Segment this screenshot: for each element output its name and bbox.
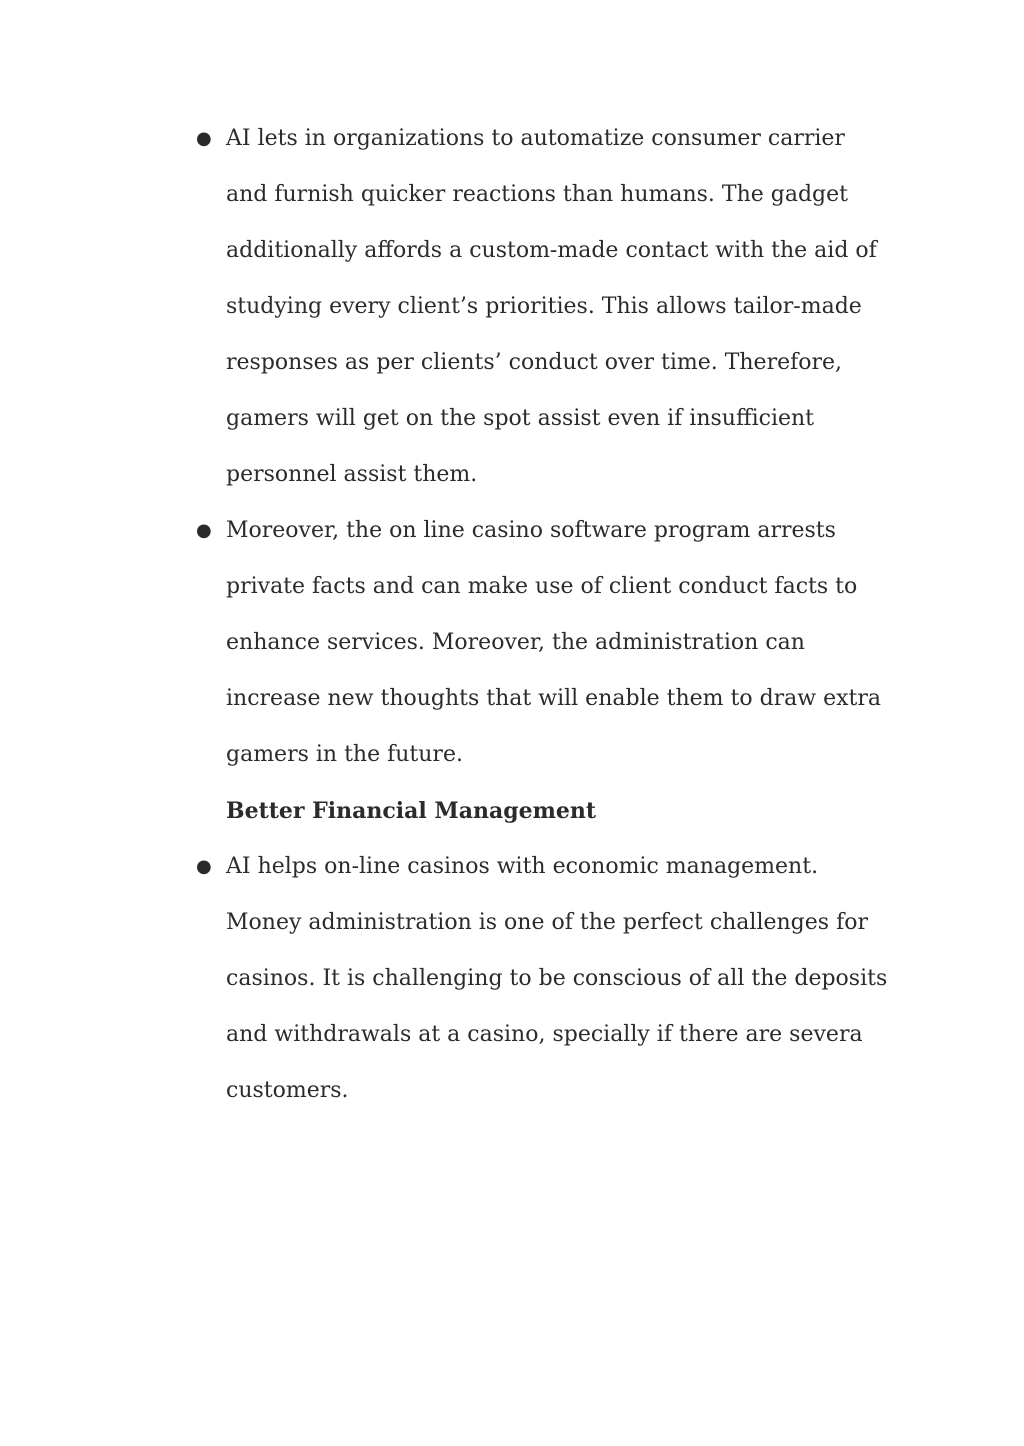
list-item xyxy=(196,111,906,503)
document-body xyxy=(196,111,906,1119)
paragraph-line: gamers will get on the spot assist even if insufficient xyxy=(226,406,815,431)
paragraph-line: customers. xyxy=(226,1078,349,1103)
paragraph-line: and withdrawals at a casino, specially if there are severa xyxy=(226,1022,863,1047)
paragraph-line: and furnish quicker reactions than humans. The gadget xyxy=(226,182,848,207)
paragraph-line: additionally affords a custom-made contact with the aid of xyxy=(226,238,877,263)
paragraph-line: private facts and can make use of client conduct facts to xyxy=(226,574,858,599)
paragraph-line: increase new thoughts that will enable them to draw extra xyxy=(226,686,882,711)
paragraph-line: gamers in the future. xyxy=(226,742,463,767)
list-item xyxy=(196,839,906,1119)
paragraph-line: AI lets in organizations to automatize consumer carrier xyxy=(226,126,845,151)
bullet-icon: ● xyxy=(196,128,212,149)
paragraph-line: studying every client’s priorities. This allows tailor-made xyxy=(226,294,862,319)
paragraph-line: enhance services. Moreover, the administration can xyxy=(226,630,805,655)
paragraph-line: AI helps on-line casinos with economic management. xyxy=(226,854,819,879)
paragraph-line: Money administration is one of the perfect challenges for xyxy=(226,910,868,935)
paragraph-line: responses as per clients’ conduct over time. Therefore, xyxy=(226,350,843,375)
bullet-icon: ● xyxy=(196,520,212,541)
section-heading: Better Financial Management xyxy=(226,798,597,824)
paragraph-line: casinos. It is challenging to be conscious of all the deposits xyxy=(226,966,888,991)
list-item xyxy=(196,503,906,783)
paragraph-line: Moreover, the on line casino software program arrests xyxy=(226,518,836,543)
paragraph-line: personnel assist them. xyxy=(226,462,478,487)
bullet-icon: ● xyxy=(196,856,212,877)
